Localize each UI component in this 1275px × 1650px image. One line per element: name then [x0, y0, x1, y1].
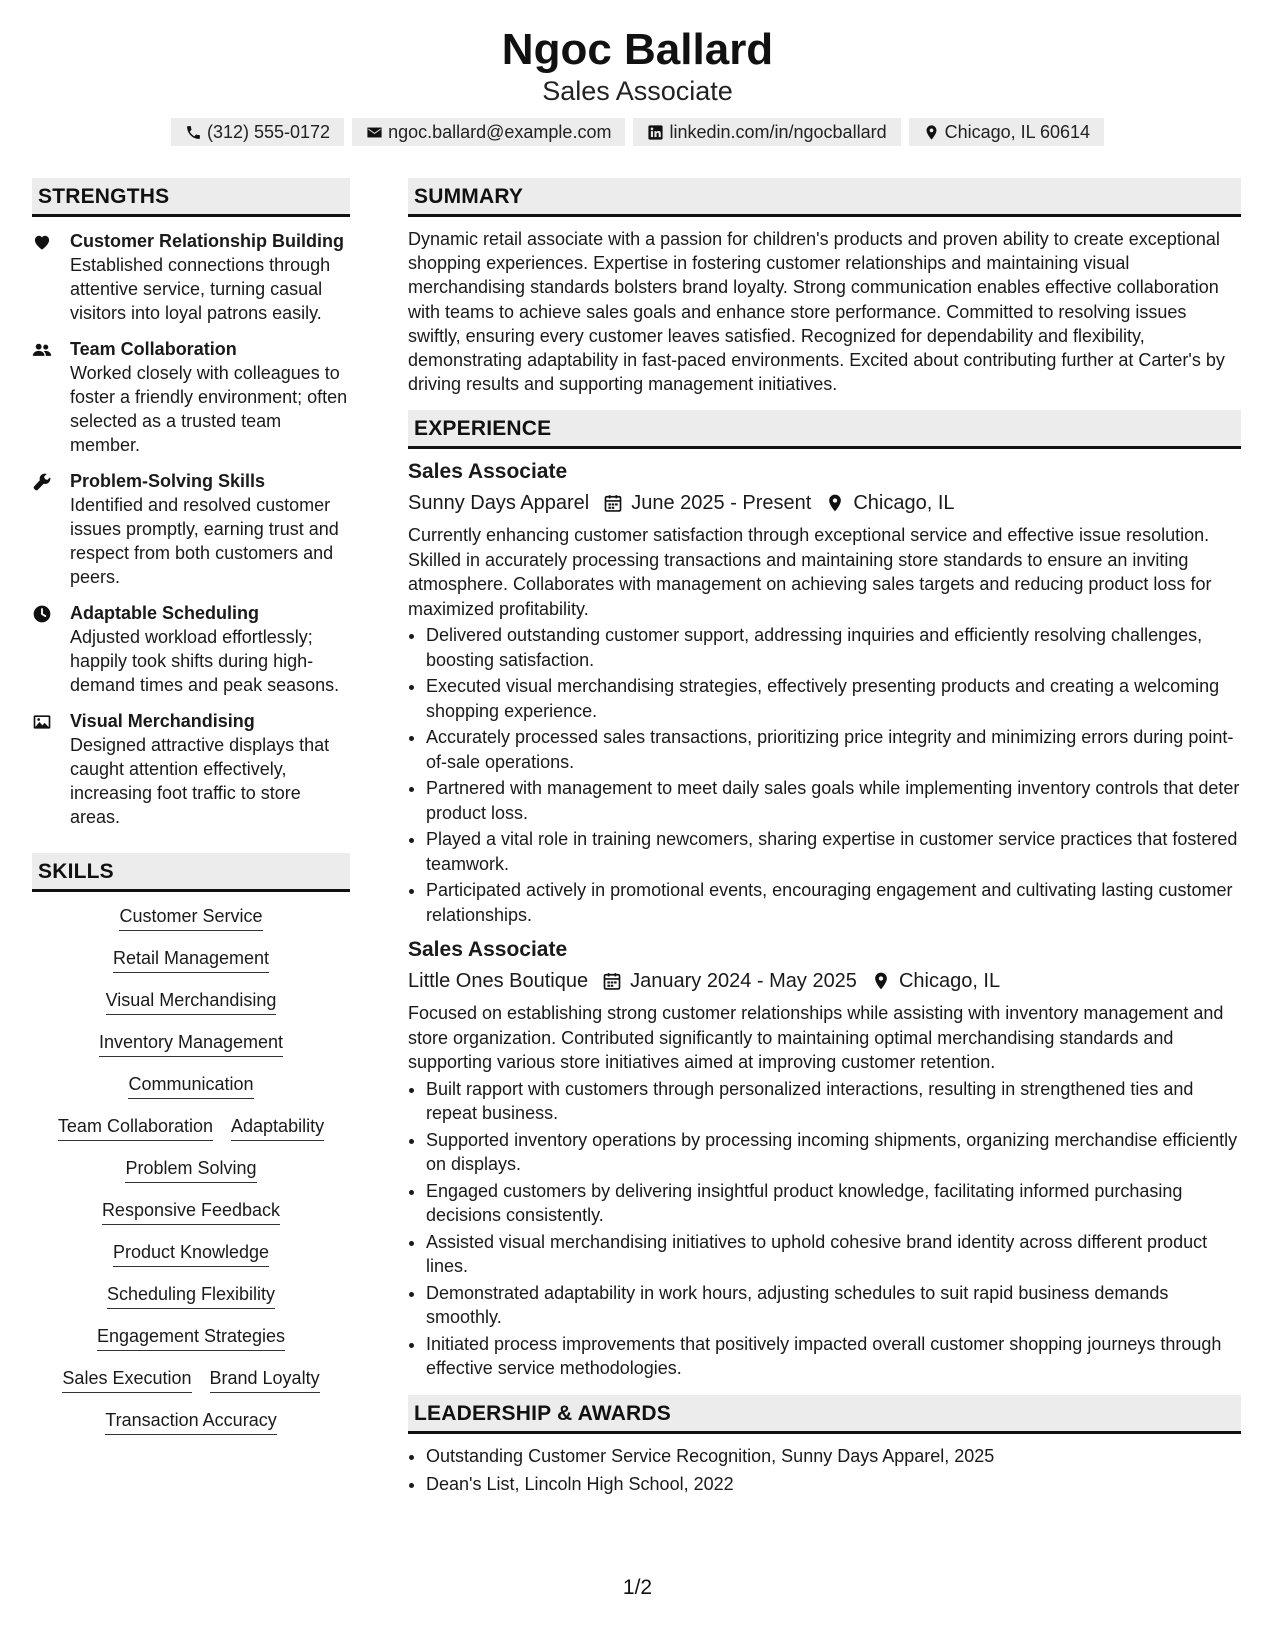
left-column — [32, 178, 350, 1450]
job-dates: June 2025 - Present — [631, 492, 812, 515]
skill-row — [32, 1030, 350, 1057]
location-icon — [825, 493, 845, 513]
skill-row — [32, 1366, 350, 1393]
contact-location-text: Chicago, IL 60614 — [944, 122, 1091, 142]
job-bullet: • Engaged customers by delivering insightful product knowledge, facilitating informed purchasing decisions consistently. — [426, 1179, 1241, 1228]
strength-item — [32, 709, 350, 829]
job-company: Sunny Days Apparel — [408, 492, 590, 515]
job-bullet: • Built rapport with customers through personalized interactions, resulting in strengthened ties and repeat business. — [426, 1077, 1241, 1126]
skill-tag: Visual Merchandising — [106, 988, 277, 1015]
candidate-name: Ngoc Ballard — [501, 25, 774, 74]
skill-tag: Responsive Feedback — [102, 1198, 280, 1225]
skill-row — [32, 1156, 350, 1183]
strength-item — [32, 337, 350, 457]
contact-email[interactable] — [352, 118, 625, 146]
job-bullet: • Assisted visual merchandising initiatives to uphold cohesive brand identity across different product lines. — [426, 1230, 1241, 1279]
skill-tag: Transaction Accuracy — [105, 1408, 276, 1435]
skill-row — [32, 1072, 350, 1099]
skill-tag: Inventory Management — [99, 1030, 283, 1057]
users-icon — [32, 340, 52, 360]
contact-linkedin-text: linkedin.com/in/ngocballard — [669, 122, 887, 142]
calendar-icon — [603, 493, 623, 513]
skill-tag: Scheduling Flexibility — [107, 1282, 275, 1309]
skill-row — [32, 1198, 350, 1225]
job-bullet: • Delivered outstanding customer support, addressing inquiries and efficiently resolving challenges, boosting satisfaction. — [426, 623, 1241, 672]
phone-icon — [185, 124, 202, 141]
location-icon — [871, 971, 891, 991]
skill-tag: Brand Loyalty — [210, 1366, 320, 1393]
job-company: Little Ones Boutique — [408, 970, 589, 993]
job-bullet: • Supported inventory operations by processing incoming shipments, organizing merchandise efficiently on displays. — [426, 1128, 1241, 1177]
skill-tag: Communication — [128, 1072, 253, 1099]
strength-item — [32, 229, 350, 325]
strength-title: Problem-Solving Skills — [70, 471, 266, 491]
skill-tag: Customer Service — [119, 904, 262, 931]
strength-title: Adaptable Scheduling — [70, 603, 260, 623]
strength-desc: Established connections through attentive service, turning casual visitors into loyal patrons easily. — [70, 255, 331, 323]
job-bullets — [408, 1077, 1241, 1381]
calendar-icon — [602, 971, 622, 991]
skill-row — [32, 1324, 350, 1351]
job-title: Sales Associate — [408, 460, 568, 484]
skill-row — [32, 946, 350, 973]
contact-bar — [0, 118, 1275, 146]
job-location: Chicago, IL — [853, 492, 955, 515]
awards-heading: LEADERSHIP & AWARDS — [408, 1395, 1241, 1434]
skill-row — [32, 1408, 350, 1435]
heart-icon — [32, 232, 52, 252]
job-bullets — [408, 623, 1241, 927]
skills-list — [32, 904, 350, 1435]
job-location: Chicago, IL — [898, 970, 1001, 993]
skill-tag: Adaptability — [231, 1114, 324, 1141]
strength-title: Team Collaboration — [70, 339, 237, 359]
job-entry — [408, 459, 1241, 927]
strengths-list — [32, 229, 350, 829]
skill-tag: Problem Solving — [125, 1156, 256, 1183]
awards-list — [408, 1444, 1241, 1497]
contact-phone — [171, 118, 344, 146]
job-bullet: • Initiated process improvements that positively impacted overall customer shopping journeys through effective service methodologies. — [426, 1332, 1241, 1381]
strengths-heading: STRENGTHS — [32, 178, 350, 217]
skill-row — [32, 904, 350, 931]
contact-location — [909, 118, 1104, 146]
strength-desc: Identified and resolved customer issues promptly, earning trust and respect from both customers and peers. — [70, 495, 339, 587]
skill-tag: Sales Execution — [62, 1366, 191, 1393]
skill-tag: Engagement Strategies — [97, 1324, 285, 1351]
award-item: • Dean's List, Lincoln High School, 2022 — [426, 1472, 1241, 1497]
contact-phone-text: (312) 555-0172 — [206, 122, 331, 142]
skill-tag: Team Collaboration — [58, 1114, 213, 1141]
skill-row — [32, 1282, 350, 1309]
skill-row — [32, 1114, 350, 1141]
strength-item — [32, 601, 350, 697]
strength-desc: Worked closely with colleagues to foster a friendly environment; often selected as a trusted team member. — [70, 363, 348, 455]
job-bullet: • Demonstrated adaptability in work hours, adjusting schedules to suit rapid business demands smoothly. — [426, 1281, 1241, 1330]
clock-icon — [32, 604, 52, 624]
job-dates: January 2024 - May 2025 — [630, 970, 857, 993]
skill-row — [32, 988, 350, 1015]
job-bullet: • Accurately processed sales transactions, prioritizing price integrity and minimizing errors during point-of-sale operations. — [426, 725, 1241, 774]
image-icon — [32, 712, 52, 732]
strength-desc: Adjusted workload effortlessly; happily took shifts during high-demand times and peak seasons. — [70, 627, 340, 695]
job-meta — [408, 489, 1241, 517]
experience-heading: EXPERIENCE — [408, 410, 1241, 449]
strength-title: Customer Relationship Building — [70, 231, 345, 251]
strength-title: Visual Merchandising — [70, 711, 255, 731]
contact-email-text: ngoc.ballard@example.com — [388, 122, 612, 142]
location-icon — [923, 124, 940, 141]
job-entry — [408, 937, 1241, 1381]
right-column — [408, 178, 1241, 1501]
summary-text: Dynamic retail associate with a passion for children's products and proven ability to create exceptional shopping experiences. Expertise in fostering customer relationships and maintaining visual merchandising standards bolsters brand loyalty. Strong communication enables effective collaboration with teams to achieve sales goals and enhance store performance. Committed to resolving issues swiftly, ensuring every customer leaves satisfied. Recognized for dependability and flexibility, demonstrating adaptability in fast-paced environments. Excited about contributing further at Carter's by driving results and supporting management initiatives. — [408, 229, 1225, 395]
job-bullet: • Executed visual merchandising strategies, effectively presenting products and creating a welcoming shopping experience. — [426, 674, 1241, 723]
job-description: Focused on establishing strong customer relationships while assisting with inventory management and store organization. Contributed significantly to maintaining optimal merchandising standards and supporting various store initiatives aimed at improving customer retention. — [408, 1003, 1224, 1073]
contact-linkedin[interactable] — [633, 118, 900, 146]
job-bullet: • Participated actively in promotional events, encouraging engagement and cultivating lasting customer relationships. — [426, 878, 1241, 927]
strength-desc: Designed attractive displays that caught attention effectively, increasing foot traffic to store areas. — [70, 735, 330, 827]
job-meta — [408, 967, 1241, 995]
job-description: Currently enhancing customer satisfaction through exceptional service and effective issue resolution. Skilled in accurately processing transactions and maintaining store standards to ensure an inviting atmosphere. Collaborates with management on achieving sales targets and reducing product loss for maximized profitability. — [408, 525, 1212, 619]
job-title: Sales Associate — [408, 938, 568, 962]
page-number: 1/2 — [622, 1576, 653, 1599]
linkedin-icon — [647, 124, 664, 141]
skill-tag: Retail Management — [113, 946, 269, 973]
award-item: • Outstanding Customer Service Recognition, Sunny Days Apparel, 2025 — [426, 1444, 1241, 1469]
skill-row — [32, 1240, 350, 1267]
skill-tag: Product Knowledge — [113, 1240, 269, 1267]
resume-header — [0, 0, 1275, 146]
job-bullet: • Partnered with management to meet daily sales goals while implementing inventory controls that deter product loss. — [426, 776, 1241, 825]
skills-heading: SKILLS — [32, 853, 350, 892]
summary-heading: SUMMARY — [408, 178, 1241, 217]
strength-item — [32, 469, 350, 589]
candidate-title: Sales Associate — [542, 76, 733, 106]
wrench-icon — [32, 472, 52, 492]
email-icon — [366, 124, 383, 141]
job-bullet: • Played a vital role in training newcomers, sharing expertise in customer service practices that fostered teamwork. — [426, 827, 1241, 876]
